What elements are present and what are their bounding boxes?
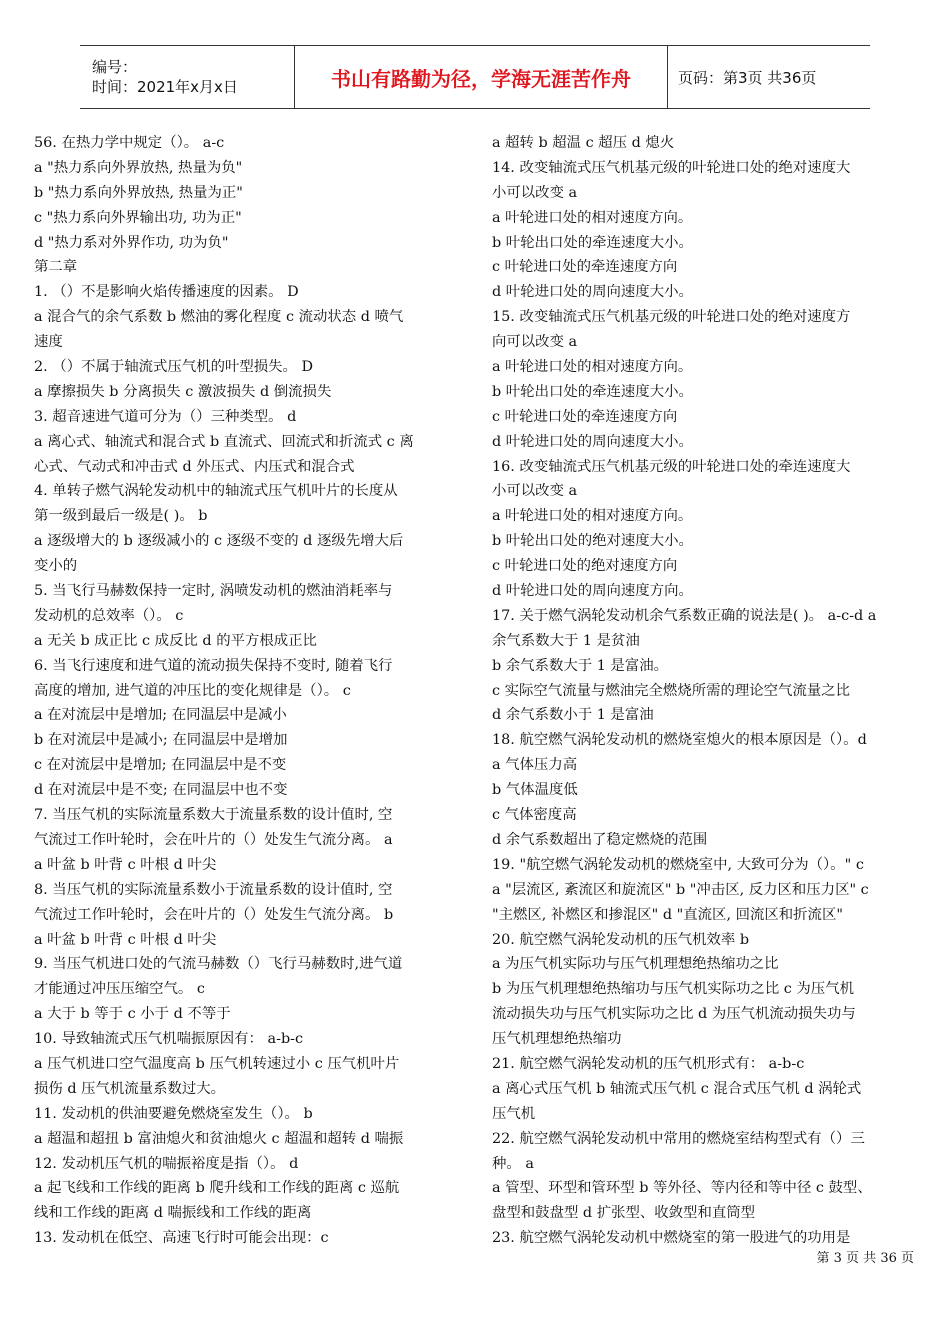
left-column-text-line: 5. 当飞行马赫数保持一定时, 涡喷发动机的燃油消耗率与 [34,583,393,600]
left-column-text-line: 发动机的总效率（）。 c [34,607,184,624]
right-column-text-line: c 实际空气流量与燃油完全燃烧所需的理论空气流量之比 [492,682,851,699]
left-column-text-line: a 超温和超扭 b 富油熄火和贫油熄火 c 超温和超转 d 喘振 [34,1130,404,1147]
right-column-text-line: 14. 改变轴流式压气机基元级的叶轮进口处的绝对速度大 [492,159,851,176]
left-column-text-line: a 在对流层中是增加; 在同温层中是减小 [34,707,287,724]
left-column-text-line: a 大于 b 等于 c 小于 d 不等于 [34,1006,231,1023]
right-column-text-line: b 气体温度低 [492,782,578,799]
page-header [80,45,870,109]
right-column-text-line: 向可以改变 a [492,334,578,351]
left-column-text-line: 7. 当压气机的实际流量系数大于流量系数的设计值时, 空 [34,807,393,824]
left-column-text-line: 线和工作线的距离 d 喘振线和工作线的距离 [34,1205,312,1222]
left-column-text-line: a 离心式、轴流式和混合式 b 直流式、回流式和折流式 c 离 [34,433,414,450]
right-column-text-line: 压气机理想绝热缩功 [492,1031,622,1048]
left-column-text-line: d "热力系对外界作功, 功为负" [34,234,229,251]
left-column-text-line: 11. 发动机的供油要避免燃烧室发生（）。 b [34,1105,313,1122]
left-column-text-line: a 叶盆 b 叶背 c 叶根 d 叶尖 [34,856,217,873]
left-column-text-line: a 起飞线和工作线的距离 b 爬升线和工作线的距离 c 巡航 [34,1180,400,1197]
right-column-text-line: 17. 关于燃气涡轮发动机余气系数正确的说法是( )。 a-c-d a [492,607,877,624]
left-column-text-line: 4. 单转子燃气涡轮发动机中的轴流式压气机叶片的长度从 [34,483,398,500]
left-column-text-line: 第一级到最后一级是( )。 b [34,508,208,525]
right-column-text-line: 盘型和鼓盘型 d 扩张型、收敛型和直筒型 [492,1205,756,1222]
header-page-label: 页码：第3页 共36页 [678,68,817,87]
left-column-text-line: 1. （）不是影响火焰传播速度的因素。 D [34,284,299,301]
right-column-text-line: c 叶轮进口处的牵连速度方向 [492,408,678,425]
right-column-text-line: c 叶轮进口处的牵连速度方向 [492,259,678,276]
left-column-text-line: 8. 当压气机的实际流量系数小于流量系数的设计值时, 空 [34,881,393,898]
left-column-text-line: b 在对流层中是减小; 在同温层中是增加 [34,732,288,749]
right-column-text-line: a 气体压力高 [492,757,578,774]
left-column-text-line: d 在对流层中是不变; 在同温层中也不变 [34,782,288,799]
right-column-text-line: d 叶轮进口处的周向速度大小。 [492,284,693,301]
left-column-text-line: c "热力系向外界输出功, 功为正" [34,209,242,226]
right-column-text-line: b 叶轮出口处的牵连速度大小。 [492,383,693,400]
right-column-text-line: 18. 航空燃气涡轮发动机的燃烧室熄火的根本原因是（）。d [492,732,867,749]
right-column-text-line: a 超转 b 超温 c 超压 d 熄火 [492,135,675,151]
right-column-text-line: 20. 航空燃气涡轮发动机的压气机效率 b [492,931,750,948]
right-column-text-line: 23. 航空燃气涡轮发动机中燃烧室的第一股进气的功用是 [492,1230,851,1247]
left-column-text-line: 才能通过冲压压缩空气。 c [34,981,205,998]
left-column-text-line: 2. （）不属于轴流式压气机的叶型损失。 D [34,359,314,376]
left-column-text-line: a 压气机进口空气温度高 b 压气机转速过小 c 压气机叶片 [34,1055,400,1072]
right-column-text-line: d 余气系数小于 1 是富油 [492,707,654,724]
right-column-text-line: a "层流区, 紊流区和旋流区" b "冲击区, 反力区和压力区" c [492,881,869,898]
left-column-text-line: 损伤 d 压气机流量系数过大。 [34,1080,226,1097]
left-column-text-line: 气流过工作叶轮时，会在叶片的（）处发生气流分离。 b [34,906,394,923]
left-column-text-line: 心式、气动式和冲击式 d 外压式、内压式和混合式 [34,458,355,475]
left-column-text-line: 6. 当飞行速度和进气道的流动损失保持不变时, 随着飞行 [34,657,393,674]
right-column-text-line: b 为压气机理想绝热缩功与压气机实际功之比 c 为压气机 [492,981,854,998]
right-column-text-line: a 离心式压气机 b 轴流式压气机 c 混合式压气机 d 涡轮式 [492,1080,862,1097]
left-column-text-line: a 摩擦损失 b 分离损失 c 激波损失 d 倒流损失 [34,383,332,400]
right-column-text-line: 19. "航空燃气涡轮发动机的燃烧室中, 大致可分为（）。" c [492,856,864,873]
left-column-text-line: 气流过工作叶轮时，会在叶片的（）处发生气流分离。 a [34,831,393,848]
right-column-text-line: d 叶轮进口处的周向速度大小。 [492,433,693,450]
right-column-text-line: a 叶轮进口处的相对速度方向。 [492,209,693,226]
right-column-text-line: 余气系数大于 1 是贫油 [492,632,640,649]
right-column-text-line: d 余气系数超出了稳定燃烧的范围 [492,831,708,848]
header-motto: 书山有路勤为径，学海无涯苦作舟 [295,46,668,108]
left-column-text-line: a 无关 b 成正比 c 成反比 d 的平方根成正比 [34,632,317,649]
right-column-text-line: a 为压气机实际功与压气机理想绝热缩功之比 [492,956,779,973]
left-column-text-line: 高度的增加, 进气道的冲压比的变化规律是（）。 c [34,682,351,699]
left-column-text-line: 第二章 [34,259,78,276]
header-time-label: 时间：2021年x月x日 [92,78,238,96]
right-column-text-line: 流动损失功与压气机实际功之比 d 为压气机流动损失功与 [492,1006,856,1023]
left-column [34,131,460,1251]
right-column-text-line: 种。 a [492,1155,534,1172]
right-column [492,131,918,1251]
left-column-text-line: 变小的 [34,558,78,575]
left-column-text-line: b "热力系向外界放热, 热量为正" [34,184,243,201]
right-column-text-line: a 管型、环型和管环型 b 等外径、等内径和等中径 c 鼓型、 [492,1180,872,1197]
left-column-text-line: 10. 导致轴流式压气机喘振原因有： a-b-c [34,1031,304,1048]
left-column-text-line: 9. 当压气机进口处的气流马赫数（）飞行马赫数时,进气道 [34,956,403,973]
right-column-text-line: "主燃区, 补燃区和掺混区" d "直流区, 回流区和折流区" [492,906,843,923]
right-column-text-line: 15. 改变轴流式压气机基元级的叶轮进口处的绝对速度方 [492,309,851,326]
right-column-text-line: 压气机 [492,1105,536,1122]
right-column-text-line: c 气体密度高 [492,807,577,824]
right-column-text-line: b 叶轮出口处的牵连速度大小。 [492,234,693,251]
left-column-text-line: a 逐级增大的 b 逐级减小的 c 逐级不变的 d 逐级先增大后 [34,533,404,550]
right-column-text-line: c 叶轮进口处的绝对速度方向 [492,558,678,575]
right-column-text-line: 16. 改变轴流式压气机基元级的叶轮进口处的牵连速度大 [492,458,851,475]
right-column-text-line: 22. 航空燃气涡轮发动机中常用的燃烧室结构型式有（）三 [492,1130,865,1147]
header-number-label: 编号： [92,58,138,76]
right-column-text-line: b 叶轮出口处的绝对速度大小。 [492,533,693,550]
left-column-text-line: 3. 超音速进气道可分为（）三种类型。 d [34,408,297,425]
right-column-text-line: 小可以改变 a [492,483,578,500]
left-column-text-line: 速度 [34,334,63,351]
left-column-text-line: a 混合气的余气系数 b 燃油的雾化程度 c 流动状态 d 喷气 [34,309,404,326]
right-column-text-line: a 叶轮进口处的相对速度方向。 [492,359,693,376]
left-column-text-line: 12. 发动机压气机的喘振裕度是指（）。 d [34,1155,299,1172]
right-column-text-line: b 余气系数大于 1 是富油。 [492,657,668,674]
left-column-text-line: 13. 发动机在低空、高速飞行时可能会出现：c [34,1230,329,1247]
left-column-text-line: a "热力系向外界放热, 热量为负" [34,159,243,176]
left-column-text-line: a 叶盆 b 叶背 c 叶根 d 叶尖 [34,931,217,948]
left-column-text-line: c 在对流层中是增加; 在同温层中是不变 [34,757,287,774]
right-column-text-line: d 叶轮进口处的周向速度方向。 [492,583,693,600]
right-column-text-line: 21. 航空燃气涡轮发动机的压气机形式有： a-b-c [492,1055,805,1072]
left-column-text-line: 56. 在热力学中规定（）。 a-c [34,135,225,151]
right-column-text-line: a 叶轮进口处的相对速度方向。 [492,508,693,525]
right-column-text-line: 小可以改变 a [492,184,578,201]
page-footer: 第 3 页 共 36 页 [816,1251,914,1266]
header-meta [80,46,295,108]
